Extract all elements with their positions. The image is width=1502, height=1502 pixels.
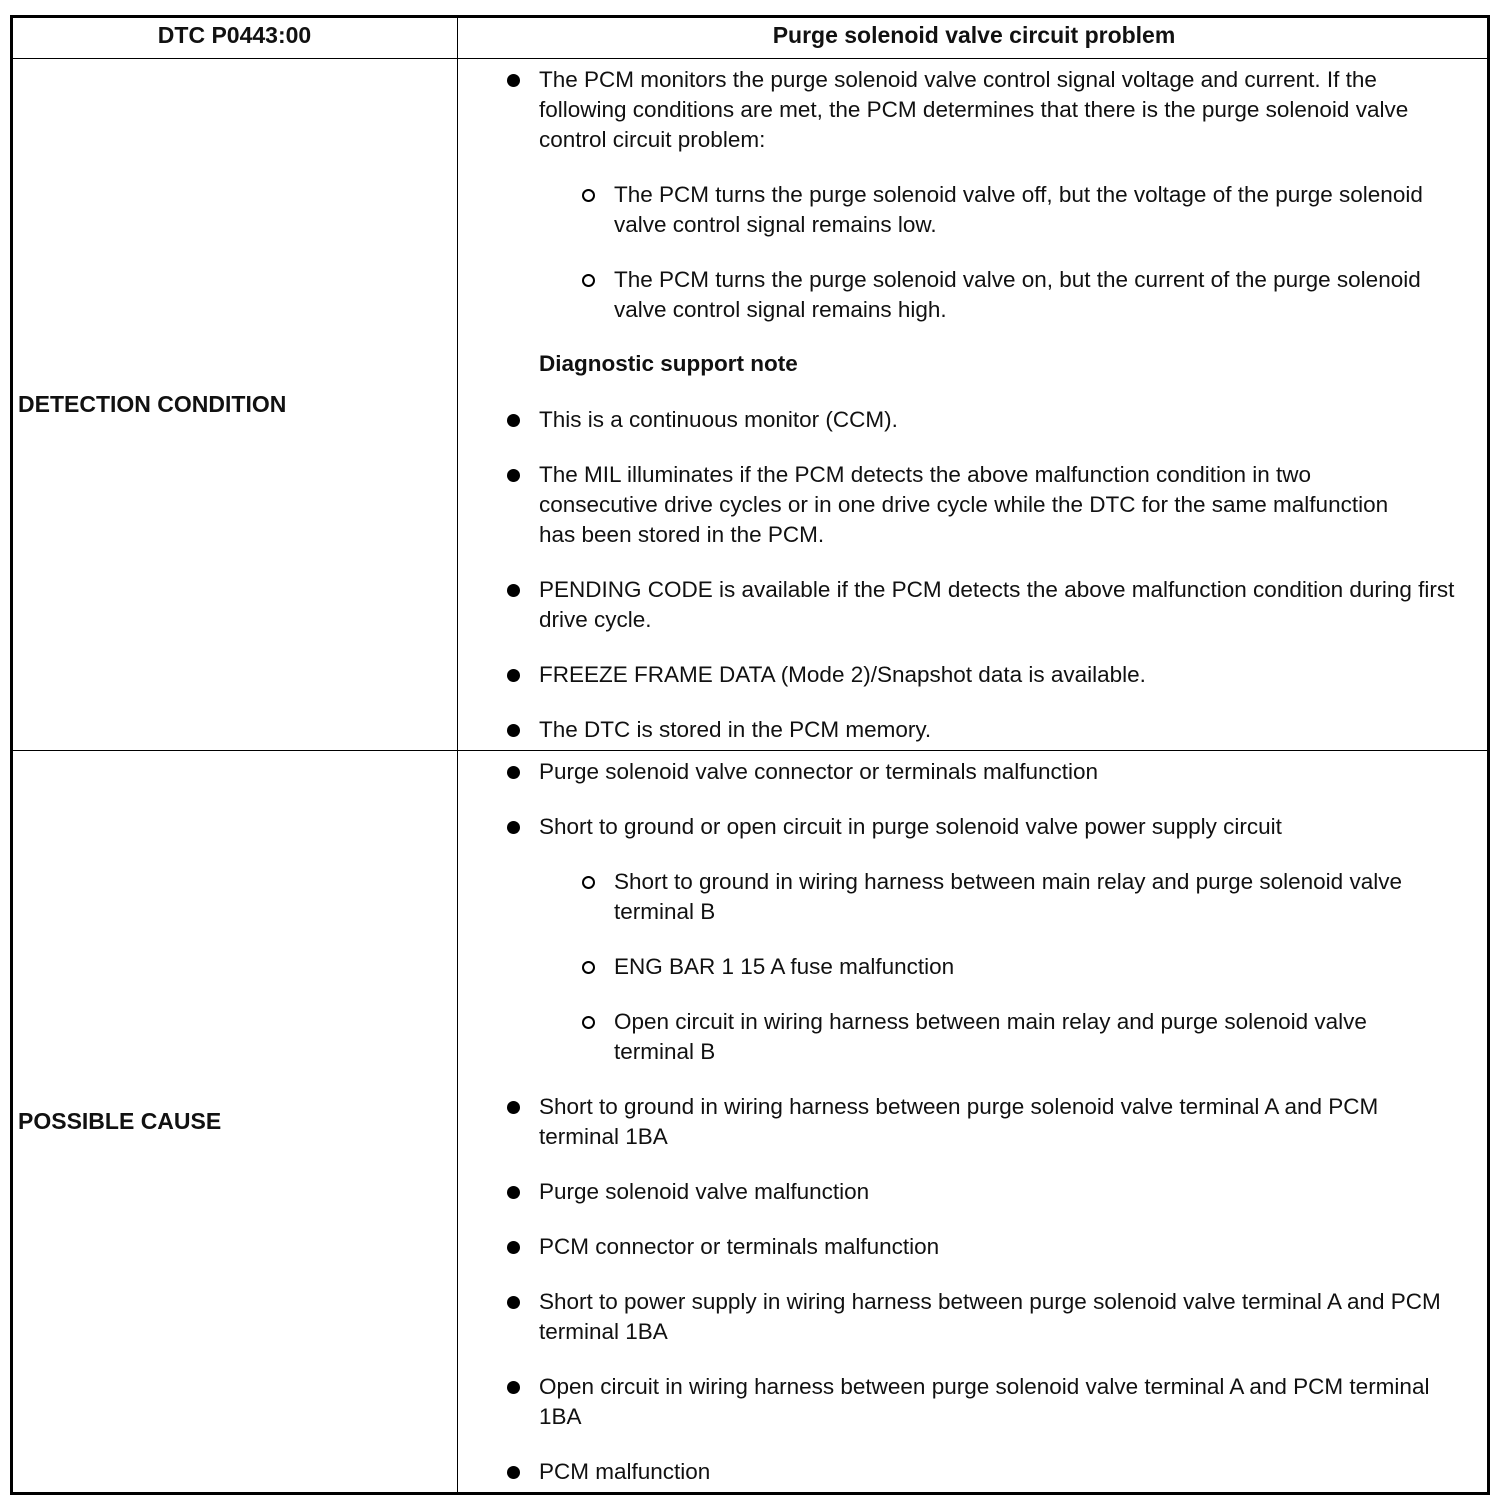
- header-divider: [10, 58, 1490, 59]
- cause-text: PCM connector or terminals malfunction: [539, 1234, 940, 1259]
- bullet-icon: [507, 1381, 520, 1394]
- note-text: PENDING CODE is available if the PCM detects the above malfunction condition during first drive cycle.: [539, 577, 1455, 632]
- detection-intro-text: The PCM monitors the purge solenoid valve control signal voltage and current. If the following conditions are met, the PCM determines that there is the purge solenoid valve control circuit problem:: [539, 67, 1409, 152]
- row-divider: [10, 750, 1490, 751]
- cause-text: Purge solenoid valve connector or terminals malfunction: [539, 759, 1099, 784]
- cause-subitem-text: Short to ground in wiring harness between main relay and purge solenoid valve terminal B: [614, 869, 1402, 924]
- note-text: FREEZE FRAME DATA (Mode 2)/Snapshot data is available.: [539, 662, 1146, 687]
- bullet-icon: [507, 74, 520, 87]
- condition-text: The PCM turns the purge solenoid valve off, but the voltage of the purge solenoid valve control signal remains low.: [614, 182, 1423, 237]
- circle-bullet-icon: [582, 876, 595, 889]
- possible-cause-label: POSSIBLE CAUSE: [18, 1108, 222, 1134]
- cause-subitem-text: ENG BAR 1 15 A fuse malfunction: [614, 954, 955, 979]
- cause-text: Short to power supply in wiring harness between purge solenoid valve terminal A and PCM terminal 1BA: [539, 1289, 1441, 1344]
- dtc-code-header: DTC P0443:00: [157, 22, 312, 48]
- bullet-icon: [507, 414, 520, 427]
- bullet-icon: [507, 766, 520, 779]
- cause-text: Purge solenoid valve malfunction: [539, 1179, 870, 1204]
- circle-bullet-icon: [582, 274, 595, 287]
- bullet-icon: [507, 1186, 520, 1199]
- bullet-icon: [507, 1296, 520, 1309]
- column-divider: [457, 15, 458, 1495]
- bullet-icon: [507, 669, 520, 682]
- diagnostic-support-note-heading: Diagnostic support note: [539, 351, 798, 376]
- bullet-icon: [507, 724, 520, 737]
- cause-text: PCM malfunction: [539, 1459, 711, 1484]
- circle-bullet-icon: [582, 1016, 595, 1029]
- cause-subitem-text: Open circuit in wiring harness between main relay and purge solenoid valve terminal B: [614, 1009, 1367, 1064]
- note-text: The DTC is stored in the PCM memory.: [539, 717, 932, 742]
- circle-bullet-icon: [582, 961, 595, 974]
- condition-text: The PCM turns the purge solenoid valve on, but the current of the purge solenoid valve control signal remains high.: [614, 267, 1421, 322]
- bullet-icon: [507, 469, 520, 482]
- note-text: This is a continuous monitor (CCM).: [539, 407, 898, 432]
- note-text: The MIL illuminates if the PCM detects the above malfunction condition in two consecutive drive cycles or in one drive cycle while the DTC for the same malfunction has been stored in the PCM.: [539, 462, 1389, 547]
- circle-bullet-icon: [582, 189, 595, 202]
- cause-text: Open circuit in wiring harness between purge solenoid valve terminal A and PCM terminal 1BA: [539, 1374, 1430, 1429]
- bullet-icon: [507, 584, 520, 597]
- cause-text: Short to ground or open circuit in purge solenoid valve power supply circuit: [539, 814, 1282, 839]
- detection-condition-label: DETECTION CONDITION: [18, 391, 287, 417]
- bullet-icon: [507, 1241, 520, 1254]
- bullet-icon: [507, 821, 520, 834]
- bullet-icon: [507, 1466, 520, 1479]
- bullet-icon: [507, 1101, 520, 1114]
- cause-text: Short to ground in wiring harness between purge solenoid valve terminal A and PCM terminal 1BA: [539, 1094, 1379, 1149]
- dtc-title-header: Purge solenoid valve circuit problem: [772, 22, 1176, 48]
